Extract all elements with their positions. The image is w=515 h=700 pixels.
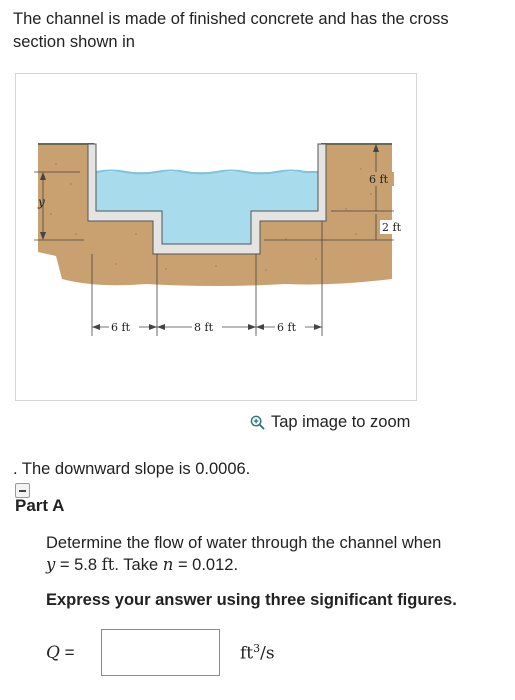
slope-text: . The downward slope is 0.0006. [13, 460, 251, 478]
answer-equals: = [59, 643, 75, 662]
unit-base: ft [240, 643, 254, 664]
answer-input[interactable] [101, 629, 220, 676]
var-y: y [46, 555, 56, 574]
unit-rest: /s [260, 643, 275, 664]
question-mid: . Take [114, 556, 163, 574]
bottom-right-6ft-label: 6 ft [277, 321, 296, 334]
instruction-text: Express your answer using three significant figures. [46, 591, 457, 609]
var-n: n [162, 555, 174, 574]
magnifier-plus-icon [250, 415, 265, 430]
y-dimension-label: y [38, 195, 45, 209]
n-equals: = 0.012. [173, 556, 239, 574]
unit-exponent: 3 [253, 642, 261, 655]
answer-units [240, 642, 275, 664]
part-title: Part A [15, 496, 65, 515]
question-prefix: Determine the flow of water through the channel when [46, 534, 442, 552]
minus-icon [19, 490, 26, 492]
var-q: Q [46, 643, 60, 663]
y-equals: = 5.8 [55, 556, 102, 574]
channel-figure[interactable] [15, 73, 417, 401]
bottom-mid-8ft-label: 8 ft [194, 321, 213, 334]
tap-to-zoom-label: Tap image to zoom [271, 413, 411, 431]
problem-intro: The channel is made of finished concrete and has the cross section shown in [13, 10, 449, 51]
question-text [46, 532, 486, 576]
answer-label [46, 643, 75, 663]
right-6ft-label: 6 ft [369, 173, 388, 186]
right-2ft-label: 2 ft [382, 221, 401, 234]
channel-cross-section-diagram [16, 74, 416, 400]
tap-to-zoom-link[interactable] [250, 413, 410, 432]
bottom-left-6ft-label: 6 ft [111, 321, 130, 334]
y-unit: ft [101, 555, 115, 574]
